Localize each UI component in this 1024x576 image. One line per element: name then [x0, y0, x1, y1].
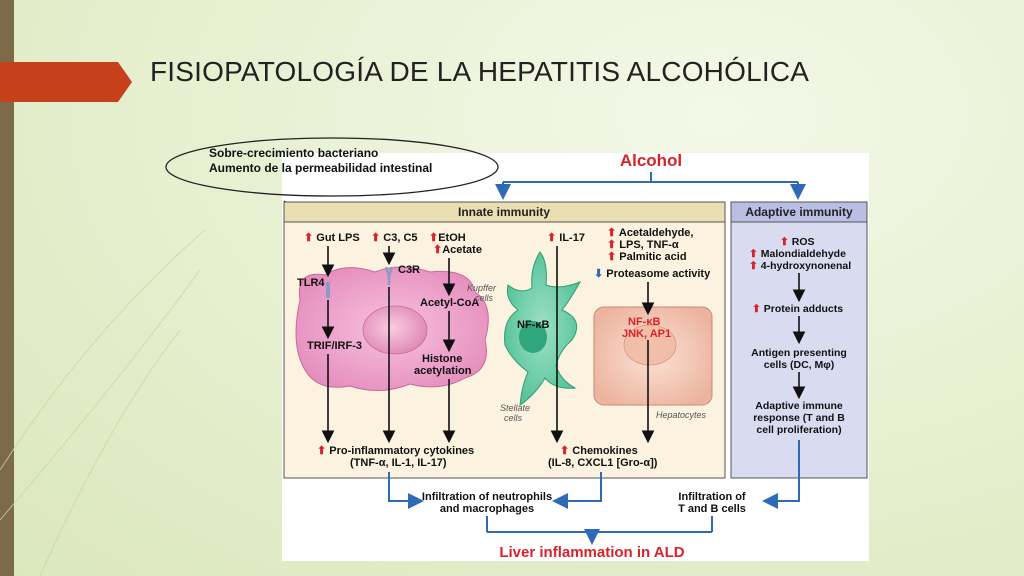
acetylation-label: acetylation [414, 365, 472, 377]
c3-c5-label: ⬆ C3, C5 [371, 232, 418, 244]
acetyl-coa-label: Acetyl-CoA [420, 297, 480, 309]
pro-inflammatory-label: ⬆ Pro-inflammatory cytokines [317, 445, 475, 457]
palmitic-acid-label: ⬆ Palmitic acid [607, 251, 687, 263]
adaptive-response-line2: response (T and B [753, 412, 845, 424]
adaptive-response-line3: cell proliferation) [756, 424, 842, 436]
chemokines-label: ⬆ Chemokines [560, 445, 638, 457]
acetate-label: ⬆Acetate [433, 244, 482, 256]
kupffer-cells-label: cells [475, 293, 494, 303]
ros-label: ⬆ ROS [780, 236, 815, 248]
slide-title: FISIOPATOLOGÍA DE LA HEPATITIS ALCOHÓLICA [150, 56, 810, 87]
malondialdehyde-label: ⬆ Malondialdehyde [749, 248, 846, 260]
stellate-cells-label: cells [504, 413, 523, 423]
infiltration-tb-cells-label: T and B cells [678, 503, 746, 515]
nfkb-stellate-label: NF-κB [517, 319, 550, 331]
infiltration-neutrophils-label: Infiltration of neutrophils [421, 491, 553, 503]
acetaldehyde-label: ⬆ Acetaldehyde, [607, 227, 694, 239]
proteasome-label: ⬇ Proteasome activity [594, 268, 711, 280]
decorative-lines [0, 230, 205, 576]
stellate-label: Stellate [500, 403, 531, 413]
c3r-label: C3R [398, 264, 421, 276]
callout-line-intestinal-permeability: Aumento de la permeabilidad intestinal [209, 161, 433, 175]
infiltration-macrophages-label: and macrophages [439, 503, 535, 515]
gut-lps-label: ⬆ Gut LPS [304, 232, 360, 244]
kupffer-nucleus [363, 306, 427, 354]
protein-adducts-label: ⬆ Protein adducts [752, 303, 844, 315]
hepatocytes-label: Hepatocytes [656, 410, 707, 420]
apc-types-label: cells (DC, Mφ) [763, 359, 835, 371]
callout-text [209, 146, 432, 176]
trif-irf3-label: TRIF/IRF-3 [307, 340, 362, 352]
adaptive-response-label: Adaptive immune [755, 400, 843, 412]
nfkb-hepatocyte-label: NF-κB [628, 316, 661, 328]
alcohol-label: Alcohol [619, 151, 683, 170]
il17-label: ⬆ IL-17 [547, 232, 585, 244]
innate-title: Innate immunity [457, 205, 551, 219]
liver-inflammation-label: Liver inflammation in ALD [499, 544, 685, 561]
tlr4-label: TLR4 [297, 277, 325, 289]
chemokine-list-label: (IL-8, CXCL1 [Gro-α]) [548, 457, 658, 469]
callout-line-bacterial-overgrowth: Sobre-crecimiento bacteriano [209, 146, 379, 160]
jnk-ap1-label: JNK, AP1 [622, 328, 672, 340]
cytokine-list-label: (TNF-α, IL-1, IL-17) [350, 457, 447, 469]
hydroxynonenal-label: ⬆ 4-hydroxynonenal [749, 260, 852, 272]
kupffer-label: Kupffer [467, 283, 497, 293]
infiltration-tb-label: Infiltration of [678, 491, 746, 503]
etoh-label: ⬆EtOH [429, 232, 466, 244]
lps-tnf-label: ⬆ LPS, TNF-α [607, 239, 679, 251]
histone-label: Histone [422, 353, 463, 365]
apc-label: Antigen presenting [751, 347, 847, 359]
adaptive-title: Adaptive immunity [745, 205, 853, 219]
